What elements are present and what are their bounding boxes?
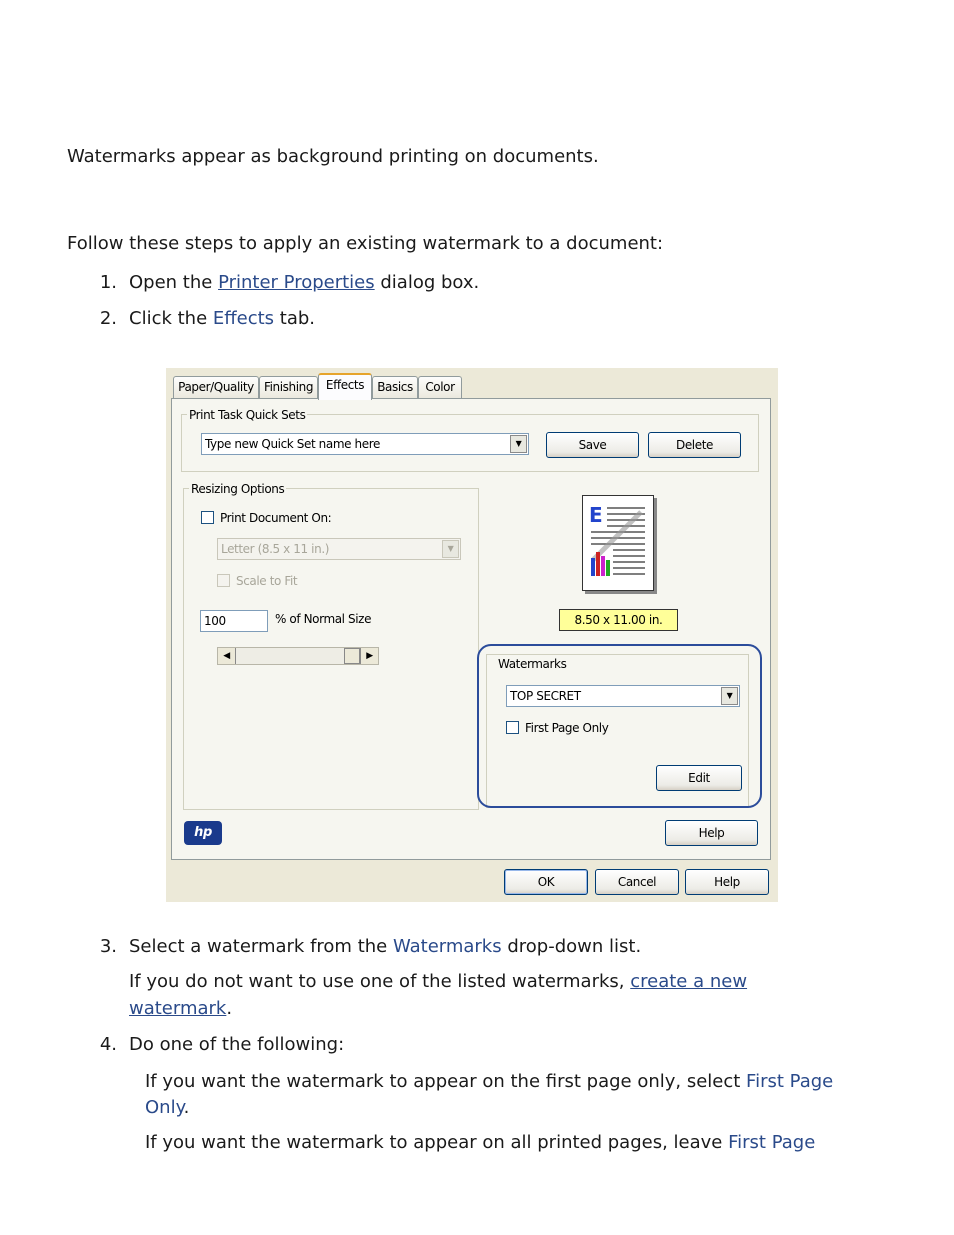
print-document-on-label: Print Document On: <box>220 511 332 525</box>
step-3-note <box>129 971 747 993</box>
option-all-pages <box>145 1132 815 1154</box>
effects-term: Effects <box>212 308 275 329</box>
first-page-term: First Page <box>728 1132 816 1153</box>
step-text: Select a watermark from the <box>129 936 393 957</box>
print-document-on-checkbox[interactable] <box>201 511 214 524</box>
tab-paper-quality[interactable]: Paper/Quality <box>173 376 259 398</box>
option-first-page <box>145 1071 833 1093</box>
tab-finishing[interactable]: Finishing <box>259 376 318 398</box>
help-panel-button[interactable]: Help <box>665 820 758 846</box>
quick-set-value: Type new Quick Set name here <box>205 437 380 451</box>
tab-color[interactable]: Color <box>418 376 462 398</box>
tab-basics[interactable]: Basics <box>372 376 418 398</box>
option-first-page-cont <box>145 1097 189 1119</box>
size-slider[interactable] <box>217 647 379 665</box>
tab-effects[interactable]: Effects <box>318 373 372 400</box>
cancel-button[interactable]: Cancel <box>595 869 679 895</box>
printer-properties-link[interactable]: Printer Properties <box>218 272 375 293</box>
resizing-label: Resizing Options <box>191 482 285 496</box>
step-text: Open the <box>129 272 219 293</box>
intro-text: Watermarks appear as background printing on documents. <box>67 146 599 167</box>
delete-button[interactable]: Delete <box>648 432 741 458</box>
first-page-term: First Page <box>746 1071 834 1092</box>
step-text: Click the <box>129 308 213 329</box>
option-text: If you want the watermark to appear on all printed pages, leave <box>145 1132 729 1153</box>
normal-size-input[interactable]: 100 <box>200 610 268 632</box>
create-watermark-link[interactable]: create a new <box>630 971 748 992</box>
option-text: . <box>183 1097 190 1118</box>
normal-size-label: % of Normal Size <box>275 612 372 626</box>
step-text: dialog box. <box>374 272 480 293</box>
chevron-down-icon[interactable]: ▼ <box>721 687 738 705</box>
note-text: If you do not want to use one of the listed watermarks, <box>129 971 631 992</box>
quick-set-combo[interactable] <box>201 433 529 455</box>
create-watermark-link-cont[interactable]: watermark <box>129 998 227 1019</box>
note-text: . <box>226 998 233 1019</box>
hp-logo-icon: hp <box>184 821 222 845</box>
only-term: Only <box>145 1097 184 1118</box>
watermark-value: TOP SECRET <box>510 689 581 703</box>
save-button[interactable]: Save <box>546 432 639 458</box>
step-number: 1. <box>99 272 117 293</box>
step-text: drop-down list. <box>501 936 642 957</box>
step-1 <box>129 272 479 294</box>
step-3-note-cont <box>129 998 232 1020</box>
step-text: tab. <box>274 308 316 329</box>
printer-properties-dialog <box>166 368 778 902</box>
step-number: 3. <box>99 936 117 957</box>
watermarks-label: Watermarks <box>498 657 567 671</box>
watermarks-term: Watermarks <box>392 936 502 957</box>
chevron-down-icon[interactable]: ▼ <box>510 435 527 453</box>
step-number: 2. <box>99 308 117 329</box>
page-preview <box>582 495 654 591</box>
edit-watermark-button[interactable]: Edit <box>656 765 742 791</box>
paper-size-tooltip: 8.50 x 11.00 in. <box>559 609 678 631</box>
help-button[interactable]: Help <box>685 869 769 895</box>
steps-intro: Follow these steps to apply an existing watermark to a document: <box>67 233 664 254</box>
step-number: 4. <box>99 1034 117 1055</box>
arrow-right-icon[interactable]: ▶ <box>360 648 378 664</box>
paper-size-combo <box>217 538 461 560</box>
first-page-only-label: First Page Only <box>525 721 609 735</box>
preview-document-icon <box>583 496 653 590</box>
paper-size-value: Letter (8.5 x 11 in.) <box>221 542 330 556</box>
scale-to-fit-checkbox <box>217 574 230 587</box>
step-3 <box>129 936 641 958</box>
slider-thumb[interactable] <box>344 648 360 664</box>
step-4: Do one of the following: <box>129 1034 345 1055</box>
scale-to-fit-label: Scale to Fit <box>236 574 298 588</box>
quick-sets-label: Print Task Quick Sets <box>189 408 306 422</box>
option-text: If you want the watermark to appear on the first page only, select <box>145 1071 747 1092</box>
arrow-left-icon[interactable]: ◀ <box>218 648 236 664</box>
svg-text:E: E <box>589 503 603 527</box>
ok-button[interactable]: OK <box>504 869 588 895</box>
watermarks-callout <box>477 644 762 808</box>
effects-panel <box>171 398 771 860</box>
chevron-down-icon: ▼ <box>442 540 459 558</box>
step-2 <box>129 308 315 330</box>
